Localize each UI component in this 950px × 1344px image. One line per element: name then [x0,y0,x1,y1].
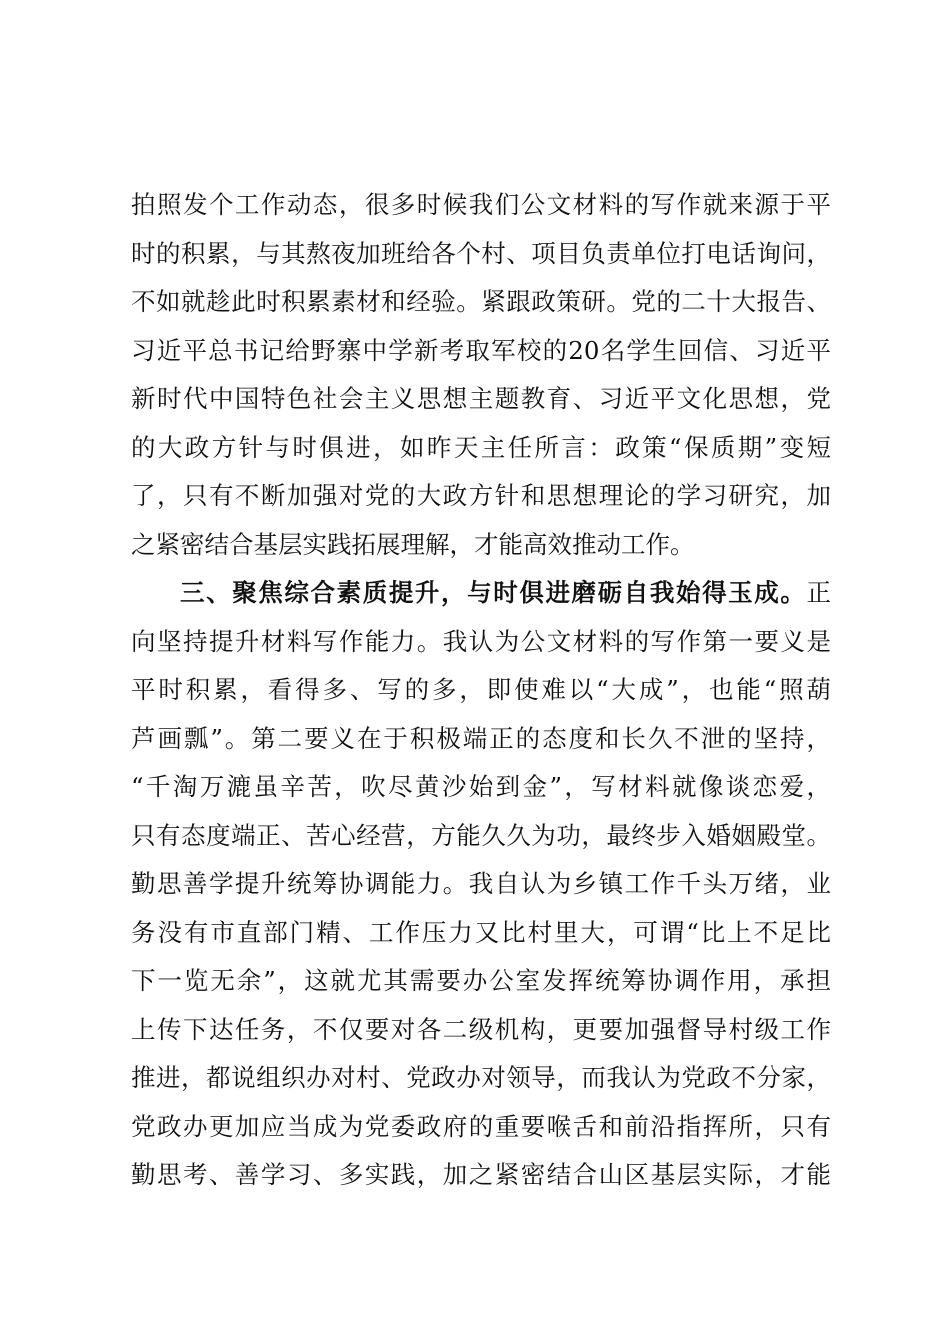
text-line: 时的积累，与其熬夜加班给各个村、项目负责单位打电话询问， [131,238,831,268]
text-line: 向坚持提升材料写作能力。我认为公文材料的写作第一要义是 [131,626,831,656]
paragraph-policy-study [131,181,831,569]
heading-line-rest: 正 [806,578,831,607]
text-line: 拍照发个工作动态，很多时候我们公文材料的写作就来源于平 [131,190,831,219]
text-line: 勤思善学提升统筹协调能力。我自认为乡镇工作千头万绪，业 [131,869,831,898]
text-line: 的大政方针与时俱进，如昨天主任所言：政策“保质期”变短 [131,432,831,462]
text-line: 之紧密结合基层实践拓展理解，才能高效推动工作。 [131,529,695,559]
body-text [131,181,831,1200]
text-line: 习近平总书记给野寨中学新考取军校的20名学生回信、习近平 [131,335,831,365]
section-heading-line [131,569,831,618]
section-heading: 三、聚焦综合素质提升，与时俱进磨砺自我始得玉成。 [180,578,807,607]
text-line: 党政办更加应当成为党委政府的重要喉舌和前沿指挥所，只有 [131,1111,831,1141]
text-line: 只有态度端正、苦心经营，方能久久为功，最终步入婚姻殿堂。 [131,820,831,850]
paragraph-comprehensive-quality [131,569,831,1200]
text-line: 新时代中国特色社会主义思想主题教育、习近平文化思想，党 [131,384,831,413]
text-line: 不如就趁此时积累素材和经验。紧跟政策研。党的二十大报告、 [131,287,831,316]
text-line: 勤思考、善学习、多实践，加之紧密结合山区基层实际，才能 [131,1160,831,1189]
text-line: 平时积累，看得多、写的多，即使难以“大成”，也能“照葫 [131,675,831,704]
text-line: 下一览无余”，这就尤其需要办公室发挥统筹协调作用，承担 [131,966,831,995]
text-line: “千淘万漉虽辛苦，吹尽黄沙始到金”，写材料就像谈恋爱， [131,772,831,801]
text-line: 推进，都说组织办对村、党政办对领导，而我认为党政不分家， [131,1063,831,1092]
text-line: 上传下达任务，不仅要对各二级机构，更要加强督导村级工作 [131,1014,831,1044]
text-line: 了，只有不断加强对党的大政方针和思想理论的学习研究，加 [131,481,831,510]
text-line: 务没有市直部门精、工作压力又比村里大，可谓“比上不足比 [131,917,831,947]
text-line: 芦画瓢”。第二要义在于积极端正的态度和长久不泄的坚持， [131,723,831,753]
